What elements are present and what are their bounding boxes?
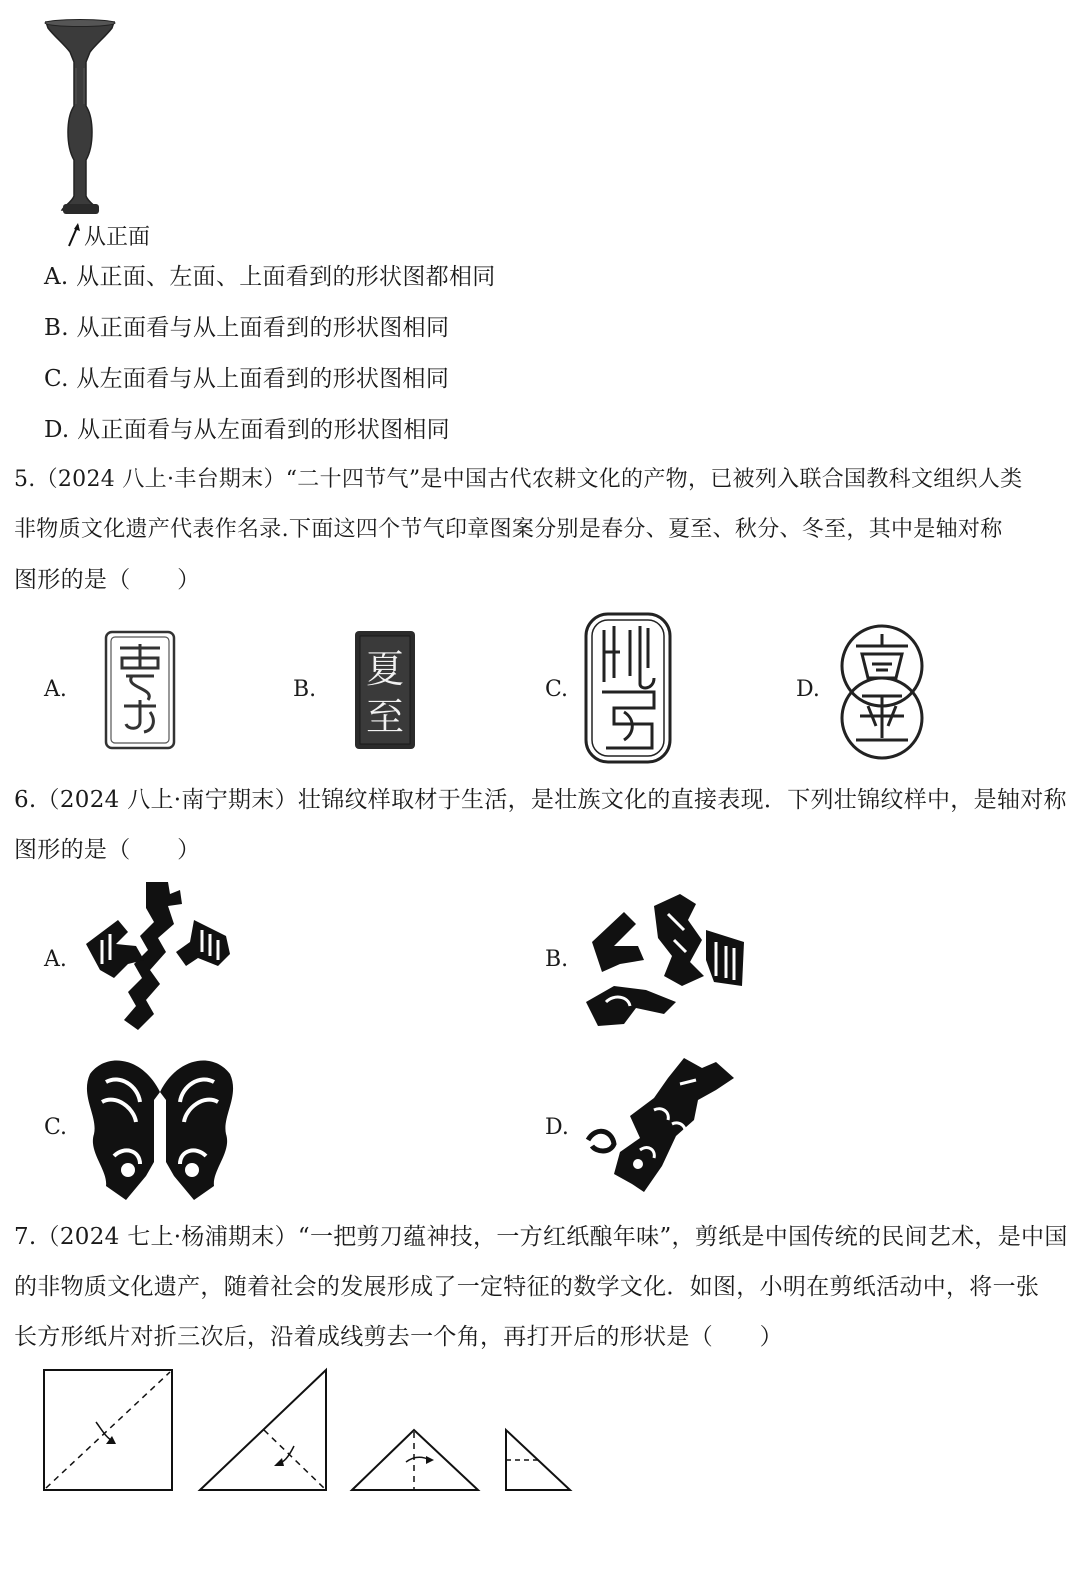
q7-line-2: 的非物质文化遗产，随着社会的发展形成了一定特征的数学文化．如图，小明在剪纸活动中，将一张 bbox=[14, 1274, 1040, 1300]
q6-option-a-label: A. bbox=[44, 947, 67, 972]
seal-autumn-image bbox=[584, 612, 672, 764]
q5-option-b-label: B. bbox=[293, 677, 317, 702]
seal-spring-image bbox=[104, 630, 176, 750]
fold-step-triangle-diagram bbox=[198, 1368, 330, 1492]
seal-summer-char-1: 夏 bbox=[365, 647, 405, 691]
q5-line-3: 图形的是（ ） bbox=[14, 567, 201, 593]
q7-line-1: 7.（2024 七上·杨浦期末）“一把剪刀蕴神技，一方红纸酿年味”，剪纸是中国传统的民间艺术，是中国 bbox=[14, 1224, 1068, 1250]
fold-step-final-triangle-diagram bbox=[504, 1428, 572, 1492]
q7-line-3: 长方形纸片对折三次后，沿着成线剪去一个角，再打开后的形状是（ ） bbox=[14, 1324, 783, 1350]
zhuang-pattern-b-image bbox=[584, 890, 746, 1030]
q4-option-c: C. 从左面看与从上面看到的形状图相同 bbox=[44, 366, 450, 392]
seal-summer-char-2: 至 bbox=[365, 695, 405, 739]
zhuang-pattern-a-image bbox=[84, 880, 234, 1036]
fold-step-square-diagram bbox=[42, 1368, 174, 1492]
zhuang-pattern-d-image bbox=[584, 1054, 738, 1198]
q4-option-a: A. 从正面、左面、上面看到的形状图都相同 bbox=[44, 264, 496, 290]
seal-winter-image bbox=[838, 620, 926, 762]
q6-option-c-label: C. bbox=[44, 1115, 68, 1140]
arrow-icon bbox=[66, 222, 82, 248]
fold-step-small-triangle-diagram bbox=[350, 1428, 480, 1492]
vase-caption: 从正面 bbox=[84, 225, 151, 250]
q4-option-d: D. 从正面看与从左面看到的形状图相同 bbox=[44, 417, 450, 443]
zhuang-pattern-c-image bbox=[84, 1052, 236, 1202]
q4-option-b: B. 从正面看与从上面看到的形状图相同 bbox=[44, 315, 450, 341]
q6-line-2: 图形的是（ ） bbox=[14, 837, 201, 863]
vase-image bbox=[40, 18, 130, 223]
q5-line-2: 非物质文化遗产代表作名录.下面这四个节气印章图案分别是春分、夏至、秋分、冬至，其中是轴对称 bbox=[14, 517, 1003, 542]
q6-line-1: 6.（2024 八上·南宁期末）壮锦纹样取材于生活，是壮族文化的直接表现．下列壮锦纹样中，是轴对称 bbox=[14, 787, 1067, 813]
q6-option-d-label: D. bbox=[545, 1115, 569, 1140]
q5-option-d-label: D. bbox=[796, 677, 820, 702]
q5-option-c-label: C. bbox=[545, 677, 569, 702]
q5-line-1: 5.（2024 八上·丰台期末）“二十四节气”是中国古代农耕文化的产物，已被列入联合国教科文组织人类 bbox=[14, 467, 1023, 492]
seal-summer-image bbox=[354, 630, 416, 750]
q6-option-b-label: B. bbox=[545, 947, 569, 972]
q5-option-a-label: A. bbox=[44, 677, 67, 702]
